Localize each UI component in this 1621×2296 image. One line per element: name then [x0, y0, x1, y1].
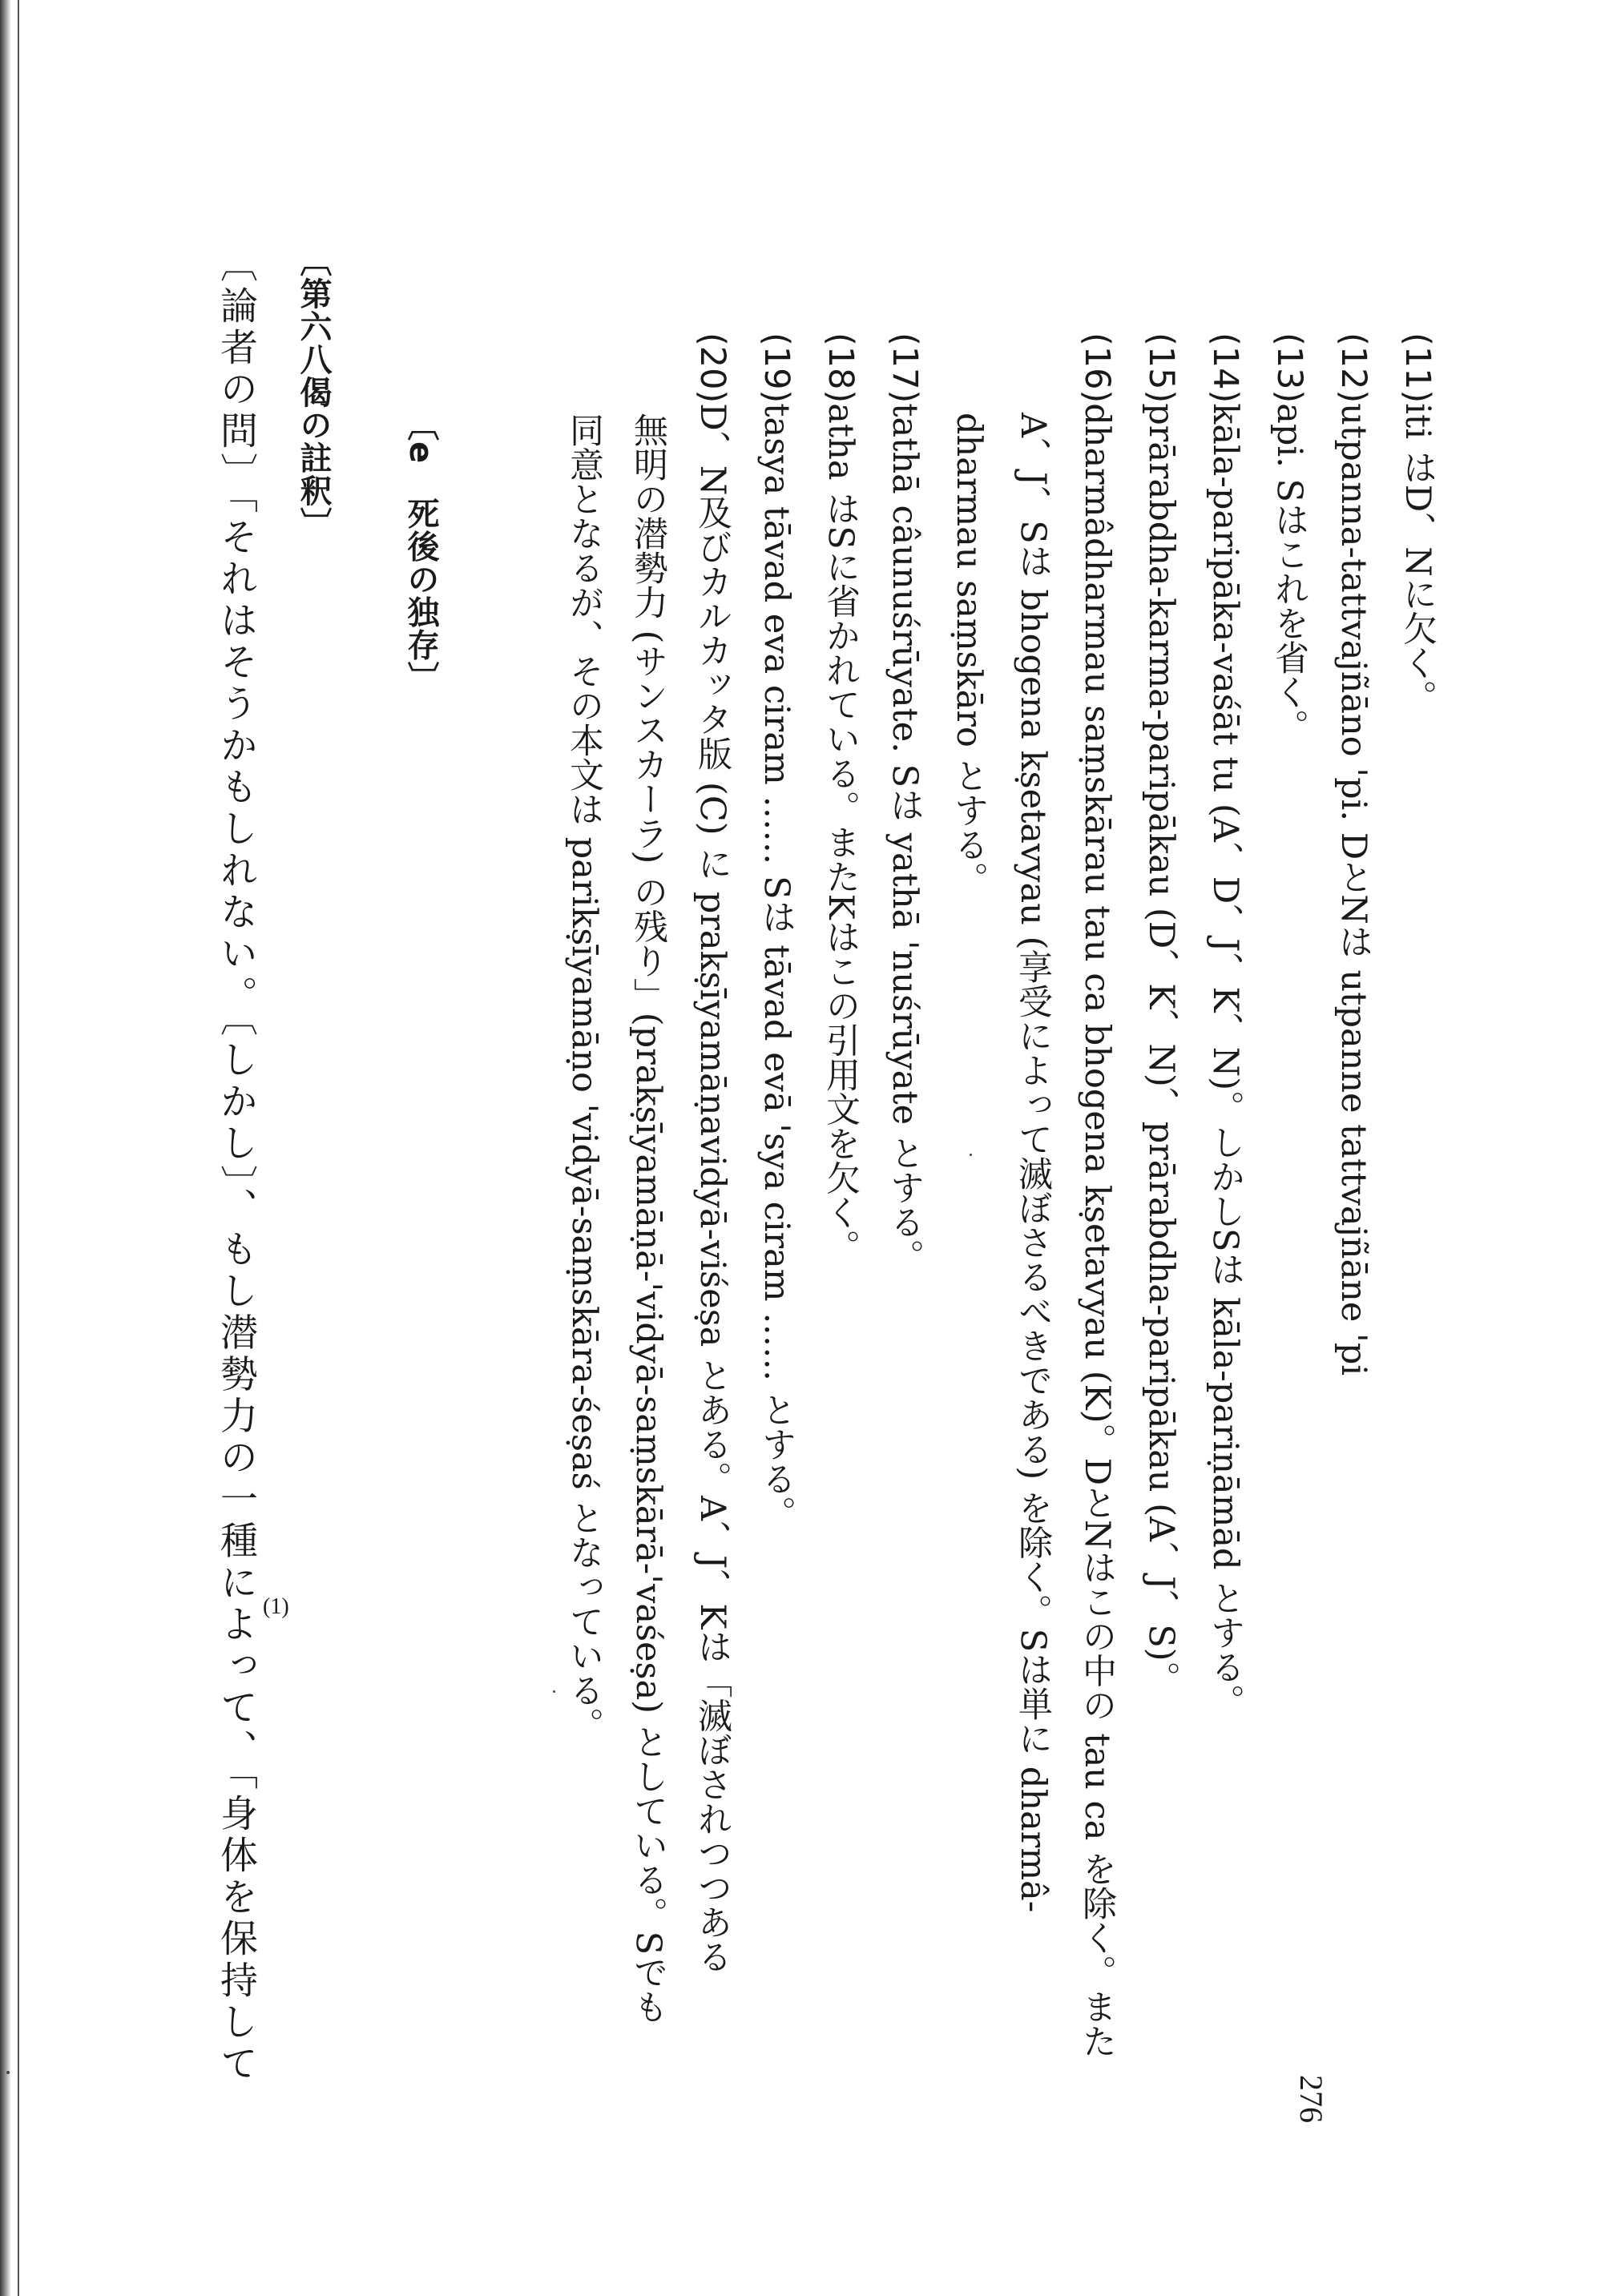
note-14 [1205, 332, 1245, 1718]
scan-speck [553, 1690, 555, 1693]
note-text: tasya tāvad eva ciram …… Sは tāvad evā 'sya ciram …… とする。 [756, 403, 796, 1530]
note-13 [1269, 332, 1309, 743]
note-15 [1141, 332, 1181, 1696]
footnote-marker: (1) [263, 1594, 289, 1619]
note-text: atha はSに省かれている。またKはこの引用文を欠く。 [821, 403, 861, 1264]
note-16 [1077, 332, 1117, 2058]
note-19 [756, 332, 796, 1530]
scan-speck [6, 2071, 10, 2074]
note-number: (20) [692, 332, 732, 404]
section-heading: 〔e 死後の独存〕 [402, 409, 439, 695]
note-text: kāla-paripāka-vaśāt tu (A、D、J、K、N)。しかしSは kāla-pariṇāmād とする。 [1205, 403, 1245, 1719]
note-text: api. Sはこれを省く。 [1269, 403, 1309, 743]
scan-speck [970, 1154, 972, 1156]
note-20-continuation-2: 同意となるが、その本文は parikṣīyamāṇo 'vidyā-saṃskāra-śeṣaś となっている。 [564, 413, 604, 1742]
note-number: (14) [1205, 332, 1245, 404]
note-number: (16) [1077, 332, 1117, 404]
note-number: (18) [821, 332, 861, 404]
note-text: prārabdha-karma-paripākau (D、K、N)、prārabdha-paripākau (A、J、S)。 [1141, 403, 1181, 1696]
note-16-continuation-2: dharmau saṃskāro とする。 [949, 413, 989, 896]
note-number: (15) [1141, 332, 1181, 404]
page-edge-line [18, 0, 19, 2296]
note-text: D、N及びカルカッタ版 (C) に prakṣīyamāṇavidyā-viśeṣa とある。A、J、Kは「滅ぼされつつある [692, 403, 732, 1974]
note-18 [821, 332, 861, 1264]
binding-shadow [0, 0, 11, 2296]
note-number: (13) [1269, 332, 1309, 404]
note-number: (11) [1397, 332, 1438, 404]
note-20-continuation-1: 無明の潜勢力 (サンスカーラ) の残り」(prakṣīyamāṇā-'vidyā-saṃskārā-'vaśeṣa) としている。Sでも [628, 413, 668, 2024]
note-text: utpanna-tattvajñāno 'pi. DとNは utpanne tattvajñāne 'pi [1333, 403, 1373, 1376]
page-number: 276 [1293, 2075, 1329, 2123]
note-16-continuation-1: A、J、Sは bhogena kṣetavyau (享受によって滅ぼさるべきである) を除く。Sは単に dharmâ- [1013, 413, 1053, 1913]
note-number: (17) [885, 332, 925, 404]
note-text: iti はD、Nに欠く。 [1397, 403, 1438, 715]
body-text-line: 〔論者の問〕「それはそうかもしれない。〔しかし〕、もし潜勢力の一種によって、「身体を保持して [214, 244, 258, 2085]
note-number: (12) [1333, 332, 1373, 404]
note-number: (19) [756, 332, 796, 404]
verse-heading: 〔第六八偈の註釈〕 [295, 244, 332, 540]
note-12 [1333, 332, 1373, 1376]
note-11 [1397, 332, 1438, 715]
note-17 [885, 332, 925, 1274]
note-20 [692, 332, 732, 1973]
note-text: dharmâdharmau saṃskārau tau ca bhogena kṣetavyau (K)。DとNはこの中の tau ca を除く。また [1077, 403, 1117, 2059]
note-text: tathā câunuśrūyate. Sは yathā 'nuśrūyate とする。 [885, 403, 925, 1274]
